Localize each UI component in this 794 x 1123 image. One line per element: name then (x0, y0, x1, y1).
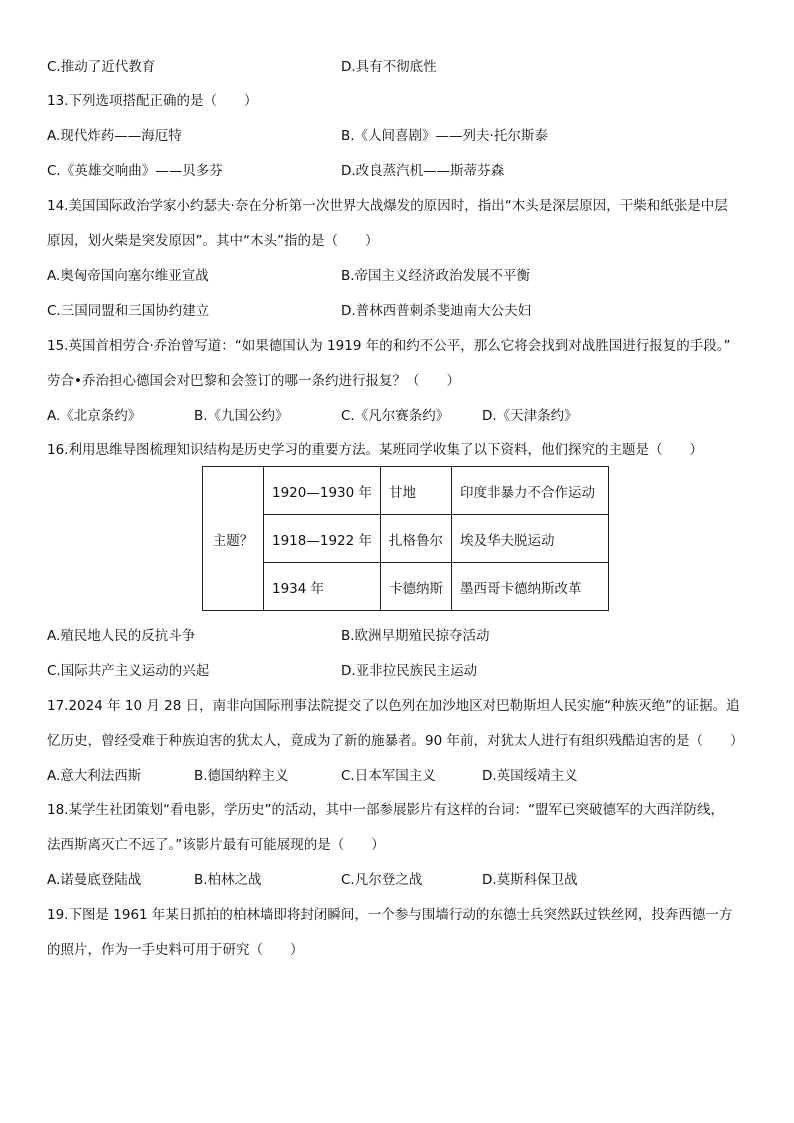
table-cell-years: 1920—1930 年 (264, 467, 381, 515)
q16-material-table (202, 466, 609, 611)
q14-option-b[interactable]: B.帝国主义经济政治发展不平衡 (341, 268, 531, 284)
q17-option-d[interactable]: D.英国绥靖主义 (482, 768, 578, 784)
q15-option-a[interactable]: A.《北京条约》 (47, 408, 142, 424)
table-row (203, 563, 609, 611)
q18-option-a[interactable]: A.诺曼底登陆战 (47, 872, 142, 888)
q16-option-b[interactable]: B.欧洲早期殖民掠夺活动 (341, 628, 490, 644)
q14-option-d[interactable]: D.普林西普刺杀斐迪南大公夫妇 (341, 303, 532, 319)
q18-option-c[interactable]: C.凡尔登之战 (341, 872, 423, 888)
q17-option-a[interactable]: A.意大利法西斯 (47, 768, 142, 784)
table-cell-years: 1934 年 (264, 563, 381, 611)
table-row (203, 467, 609, 515)
table-theme-cell: 主题？ (203, 467, 264, 611)
q15-stem-line2: 劳合•乔治担心德国会对巴黎和会签订的哪一条约进行报复？（ ） (47, 373, 460, 389)
q16-option-a[interactable]: A.殖民地人民的反抗斗争 (47, 628, 196, 644)
q16-option-c[interactable]: C.国际共产主义运动的兴起 (47, 663, 210, 679)
q16-option-d[interactable]: D.亚非拉民族民主运动 (341, 663, 478, 679)
q15-option-d[interactable]: D.《天津条约》 (482, 408, 578, 424)
q19-stem-line2: 的照片，作为一手史料可用于研究（ ） (47, 942, 304, 958)
q19-stem-line1: 19.下图是 1961 年某日抓拍的柏林墙即将封闭瞬间，一个参与围墙行动的东德士兵突然跃过铁丝网，投奔西德一方 (47, 907, 733, 923)
q15-option-c[interactable]: C.《凡尔赛条约》 (341, 408, 450, 424)
q17-stem-line2: 忆历史，曾经受难于种族迫害的犹太人，竟成为了新的施暴者。90 年前，对犹太人进行有组织残酷迫害的是（ ） (47, 733, 744, 749)
q13-option-d[interactable]: D.改良蒸汽机——斯蒂芬森 (341, 163, 505, 179)
q18-stem-line1: 18.某学生社团策划“看电影，学历史”的活动，其中一部参展影片有这样的台词：“盟军已突破德军的大西洋防线， (47, 802, 724, 818)
q14-stem-line2: 原因，划火柴是突发原因”。其中“木头”指的是（ ） (47, 233, 379, 249)
q14-option-c[interactable]: C.三国同盟和三国协约建立 (47, 303, 210, 319)
table-cell-event: 墨西哥卡德纳斯改革 (452, 563, 609, 611)
q17-option-b[interactable]: B.德国纳粹主义 (194, 768, 289, 784)
q18-option-b[interactable]: B.柏林之战 (194, 872, 262, 888)
q13-option-a[interactable]: A.现代炸药——海厄特 (47, 128, 182, 144)
q12-option-d[interactable]: D.具有不彻底性 (341, 59, 437, 75)
q17-option-c[interactable]: C.日本军国主义 (341, 768, 436, 784)
q18-option-d[interactable]: D.莫斯科保卫战 (482, 872, 578, 888)
table-cell-person: 甘地 (381, 467, 452, 515)
table-cell-person: 扎格鲁尔 (381, 515, 452, 563)
q13-option-b[interactable]: B.《人间喜剧》——列夫·托尔斯泰 (341, 128, 548, 144)
q16-stem: 16.利用思维导图梳理知识结构是历史学习的重要方法。某班同学收集了以下资料，他们探究的主题是（ ） (47, 442, 703, 458)
q14-stem-line1: 14.美国国际政治学家小约瑟夫·奈在分析第一次世界大战爆发的原因时，指出“木头是深层原因，干柴和纸张是中层 (47, 198, 728, 214)
q12-option-c[interactable]: C.推动了近代教育 (47, 59, 156, 75)
table-cell-years: 1918—1922 年 (264, 515, 381, 563)
table-cell-person: 卡德纳斯 (381, 563, 452, 611)
q15-stem-line1: 15.英国首相劳合·乔治曾写道：“如果德国认为 1919 年的和约不公平，那么它将会找到对战胜国进行报复的手段。” (47, 338, 731, 354)
table-row (203, 515, 609, 563)
table-cell-event: 印度非暴力不合作运动 (452, 467, 609, 515)
q13-stem: 13.下列选项搭配正确的是（ ） (47, 93, 258, 109)
table-cell-event: 埃及华夫脱运动 (452, 515, 609, 563)
q14-option-a[interactable]: A.奥匈帝国向塞尔维亚宣战 (47, 268, 209, 284)
q15-option-b[interactable]: B.《九国公约》 (194, 408, 289, 424)
q13-option-c[interactable]: C.《英雄交响曲》——贝多芬 (47, 163, 223, 179)
q18-stem-line2: 法西斯离灭亡不远了。”该影片最有可能展现的是（ ） (47, 837, 385, 853)
q17-stem-line1: 17.2024 年 10 月 28 日，南非向国际刑事法院提交了以色列在加沙地区对巴勒斯坦人民实施“种族灭绝”的证据。追 (47, 698, 740, 714)
